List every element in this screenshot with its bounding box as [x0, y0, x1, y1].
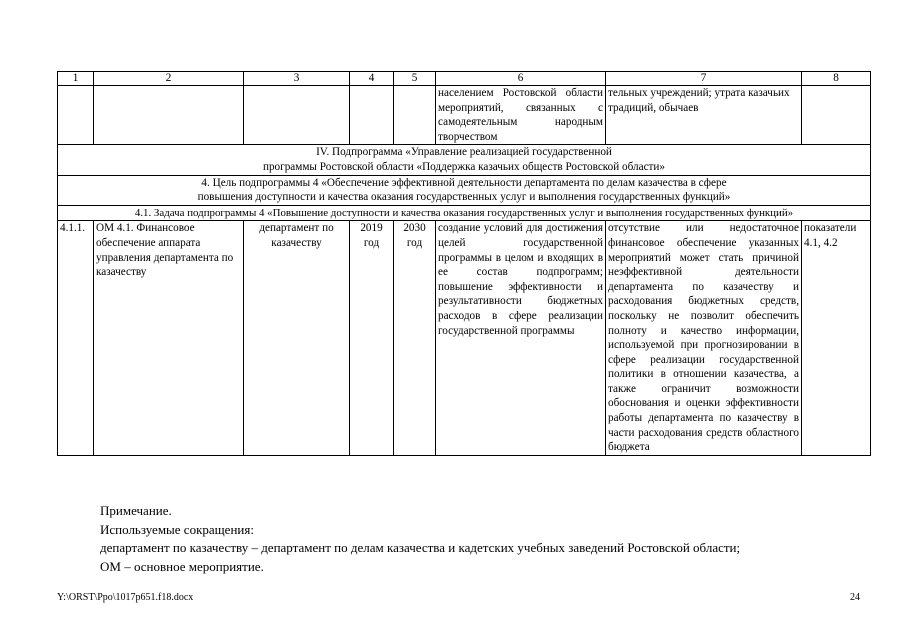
cell-empty [94, 86, 244, 145]
row-indicators: показатели 4.1, 4.2 [802, 221, 871, 456]
row-expected-result: создание условий для достижения целей государственной программы в целом и входящих в ее состав подпрограмм; повышение эффективности и результативности бюджетных расходов в сфере реализации государственной программы [436, 221, 606, 456]
continuation-row [58, 86, 871, 145]
program-table [57, 71, 871, 456]
cell-empty [350, 86, 394, 145]
col-number-5: 5 [394, 72, 436, 86]
goal-line1: 4. Цель подпрограммы 4 «Обеспечение эффективной деятельности департамента по делам казачества в сфере [201, 176, 727, 189]
note-title: Примечание. [100, 503, 172, 518]
col-number-6: 6 [436, 72, 606, 86]
cell-empty [244, 86, 350, 145]
col-number-8: 8 [802, 72, 871, 86]
row-executor: департамент по казачеству [244, 221, 350, 456]
abbreviation-2: ОМ – основное мероприятие. [100, 558, 264, 574]
row-consequences: отсутствие или недостаточное финансовое обеспечение указанных мероприятий может стать причиной неэффективной деятельности департамента по казачеству и расходования бюджетных средств, поскольку не позволит обеспечить полноту и качество информации, используемой при прогнозировании в сфере реализации государственной политики в отношении казачества, а также ограничит возможности обоснования и оценки эффективности работы департамента по казачеству в части расходования средств областного бюджета [606, 221, 802, 456]
subprogram-title [58, 145, 871, 175]
continuation-consequences-cell: тельных учреждений; утрата казачьих традиций, обычаев [606, 86, 802, 145]
table-header-row [58, 72, 871, 86]
row-name: ОМ 4.1. Финансовое обеспечение аппарата управления департамента по казачеству [94, 221, 244, 456]
row-start-year: 2019 год [350, 221, 394, 456]
table-row [58, 221, 871, 456]
subprogram-title-line1: IV. Подпрограмма «Управление реализацией государственной [316, 146, 612, 159]
abbreviations-heading: Используемые сокращения: [100, 521, 254, 537]
subprogram-title-line2: программы Ростовской области «Поддержка казачьих обществ Ростовской области» [262, 160, 666, 173]
subprogram-title-row [58, 145, 871, 175]
cell-empty [802, 86, 871, 145]
col-number-2: 2 [94, 72, 244, 86]
abbreviation-1: департамент по казачеству – департамент по делам казачества и кадетских учебных заведений Ростовской области; [100, 540, 741, 555]
col-number-1: 1 [58, 72, 94, 86]
page-number: 24 [850, 592, 860, 603]
cell-empty [394, 86, 436, 145]
col-number-3: 3 [244, 72, 350, 86]
row-end-year: 2030 год [394, 221, 436, 456]
goal-row [58, 175, 871, 205]
subprogram-task: 4.1. Задача подпрограммы 4 «Повышение доступности и качества оказания государственных услуг и выполнения государственных функций» [58, 205, 871, 221]
task-row [58, 205, 871, 221]
subprogram-goal [58, 175, 871, 205]
note-block [100, 502, 740, 576]
row-number: 4.1.1. [58, 221, 94, 456]
col-number-7: 7 [606, 72, 802, 86]
col-number-4: 4 [350, 72, 394, 86]
continuation-result-cell: населением Ростовской области мероприятий, связанных с самодеятельным народным творчеством [436, 86, 606, 145]
footer-file-path: Y:\ORST\Ppo\1017p651.f18.docx [57, 592, 194, 603]
cell-empty [58, 86, 94, 145]
goal-line2: повышения доступности и качества оказания государственных услуг и выполнения государственных функций» [197, 191, 731, 204]
